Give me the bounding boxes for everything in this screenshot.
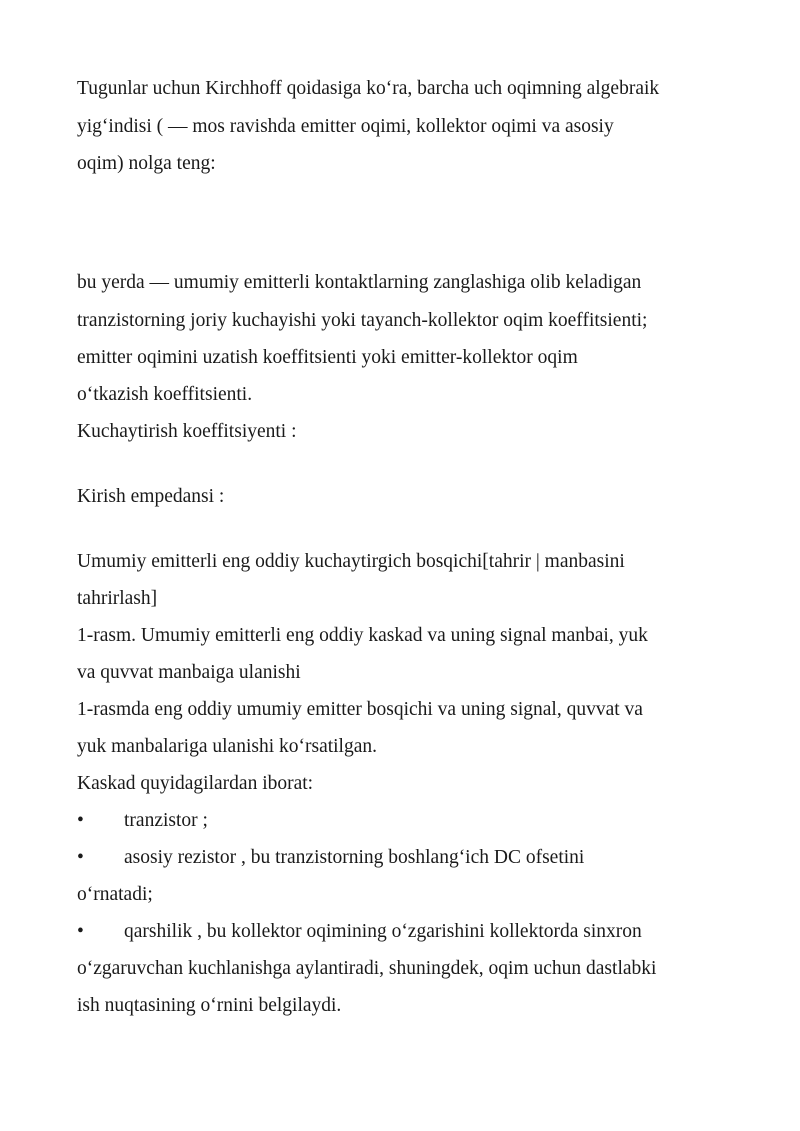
paragraph-kirchhoff-line-2: yig‘indisi ( — mos ravishda emitter oqimi, kollektor oqimi va asosiy <box>77 116 614 137</box>
section-heading-line-1: Umumiy emitterli eng oddiy kuchaytirgich bosqichi[tahrir | manbasini <box>77 551 625 572</box>
list-intro: Kaskad quyidagilardan iborat: <box>77 773 314 794</box>
paragraph-figure-desc-line-2: yuk manbalariga ulanishi ko‘rsatilgan. <box>77 736 378 757</box>
list-item-resistance: qarshilik , bu kollektor oqimining o‘zgarishini kollektorda sinxron <box>124 921 642 942</box>
gain-label: Kuchaytirish koeffitsiyenti : <box>77 421 297 442</box>
figure-caption-line-1: 1-rasm. Umumiy emitterli eng oddiy kaskad va uning signal manbai, yuk <box>77 625 648 646</box>
paragraph-coefficients-line-2: tranzistorning joriy kuchayishi yoki tayanch-kollektor oqim koeffitsienti; <box>77 310 648 331</box>
paragraph-figure-desc-line-1: 1-rasmda eng oddiy umumiy emitter bosqichi va uning signal, quvvat va <box>77 699 643 720</box>
list-item-resistance-cont-1: o‘zgaruvchan kuchlanishga aylantiradi, shuningdek, oqim uchun dastlabki <box>77 958 657 979</box>
bullet-marker: • <box>77 847 84 868</box>
bullet-marker: • <box>77 921 84 942</box>
figure-caption-line-2: va quvvat manbaiga ulanishi <box>77 662 301 683</box>
paragraph-kirchhoff-line-3: oqim) nolga teng: <box>77 153 216 174</box>
paragraph-coefficients-line-3: emitter oqimini uzatish koeffitsienti yoki emitter-kollektor oqim <box>77 347 578 368</box>
bullet-marker: • <box>77 810 84 831</box>
paragraph-coefficients-line-4: o‘tkazish koeffitsienti. <box>77 384 253 405</box>
list-item-transistor: tranzistor ; <box>124 810 208 831</box>
impedance-label: Kirish empedansi : <box>77 486 225 507</box>
paragraph-coefficients-line-1: bu yerda — umumiy emitterli kontaktlarning zanglashiga olib keladigan <box>77 272 642 293</box>
list-item-base-resistor: asosiy rezistor , bu tranzistorning boshlang‘ich DC ofsetini <box>124 847 585 868</box>
list-item-resistance-cont-2: ish nuqtasining o‘rnini belgilaydi. <box>77 995 342 1016</box>
list-item-base-resistor-cont: o‘rnatadi; <box>77 884 153 905</box>
section-heading-line-2: tahrirlash] <box>77 588 158 609</box>
paragraph-kirchhoff-line-1: Tugunlar uchun Kirchhoff qoidasiga ko‘ra, barcha uch oqimning algebraik <box>77 78 660 99</box>
